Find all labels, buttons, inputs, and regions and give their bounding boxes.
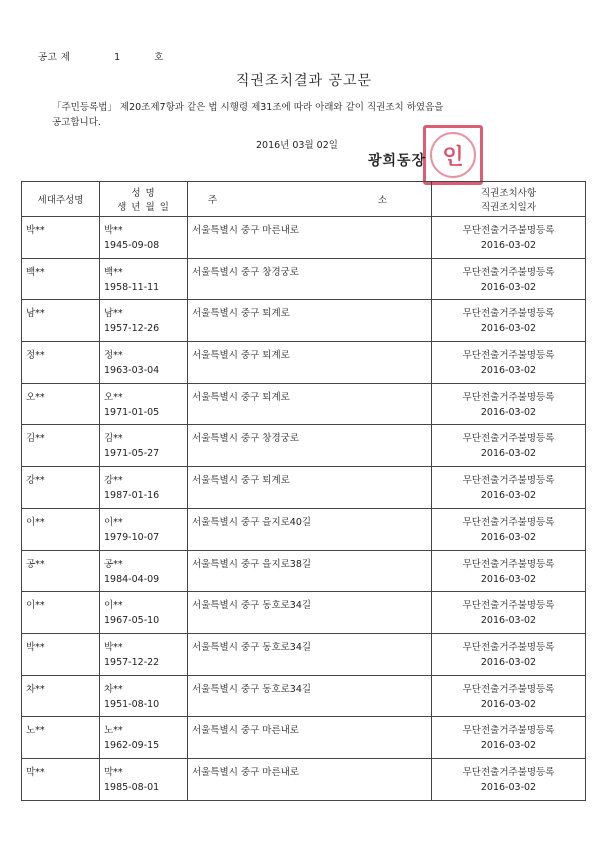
cell-birth: 1963-03-04: [104, 365, 160, 377]
signer-name: 광희동장: [368, 153, 427, 169]
cell-name-birth: [100, 300, 188, 342]
cell-name: 박**: [104, 641, 123, 653]
cell-householder: 이**: [22, 508, 100, 550]
intro-line-1: 「주민등록법」 제20조제7항과 같은 법 시행령 제31조에 따라 아래와 같이 직권조치 하였음을: [52, 102, 444, 113]
cell-action-date: 2016-03-02: [480, 531, 537, 543]
cell-action: [432, 758, 586, 800]
cell-name-birth: [100, 467, 188, 509]
cell-householder: 차**: [22, 675, 100, 717]
official-seal: [423, 125, 483, 185]
cell-householder: 정**: [22, 342, 100, 384]
cell-name-birth: [100, 550, 188, 592]
cell-name-birth: [100, 717, 188, 759]
cell-address: 서울특별시 중구 퇴계로: [188, 300, 432, 342]
document-title: 직권조치결과 공고문: [235, 73, 373, 89]
cell-action-date: 2016-03-02: [480, 323, 537, 335]
cell-name: 막**: [104, 766, 123, 778]
notice-label: 공고 제: [38, 52, 71, 63]
cell-action-type: 무단전출거주불명등록: [462, 558, 555, 570]
cell-householder: 김**: [22, 425, 100, 467]
cell-birth: 1985-08-01: [104, 781, 160, 793]
cell-address: 서울특별시 중구 창경궁로: [188, 425, 432, 467]
table-row: [22, 550, 586, 592]
cell-action: [432, 425, 586, 467]
cell-action-date: 2016-03-02: [480, 281, 537, 293]
cell-action: [432, 258, 586, 300]
cell-name: 김**: [104, 433, 123, 445]
cell-householder: 강**: [22, 467, 100, 509]
table-row: [22, 467, 586, 509]
cell-address: 서울특별시 중구 동호로34길: [188, 633, 432, 675]
seal-text: 인: [442, 144, 464, 170]
cell-name-birth: [100, 217, 188, 259]
cell-name: 백**: [104, 266, 123, 278]
table-row: [22, 300, 586, 342]
cell-birth: 1962-09-15: [104, 740, 160, 752]
cell-name: 공**: [104, 558, 123, 570]
cell-action-type: 무단전출거주불명등록: [462, 225, 555, 236]
cell-name-birth: [100, 508, 188, 550]
cell-address: 서울특별시 중구 창경궁로: [188, 258, 432, 300]
table-row: [22, 633, 586, 675]
table-row: [22, 383, 586, 425]
cell-action: [432, 633, 586, 675]
cell-name-birth: [100, 258, 188, 300]
cell-name-birth: [100, 342, 188, 384]
cell-name-birth: [100, 425, 188, 467]
cell-action: [432, 383, 586, 425]
cell-address: 서울특별시 중구 퇴계로: [188, 342, 432, 384]
cell-householder: 남**: [22, 300, 100, 342]
cell-action: [432, 592, 586, 634]
notice-date: 2016년 03월 02일: [256, 140, 338, 151]
notice-number-line: [38, 49, 164, 63]
cell-name: 이**: [104, 600, 123, 612]
cell-action: [432, 717, 586, 759]
cell-householder: 박**: [22, 633, 100, 675]
header-name-birth: [100, 182, 188, 217]
table-row: [22, 342, 586, 384]
cell-householder: 공**: [22, 550, 100, 592]
cell-action-date: 2016-03-02: [480, 573, 537, 585]
cell-name: 오**: [104, 391, 123, 403]
header-name: 성 명: [131, 188, 156, 199]
cell-birth: 1951-08-10: [104, 698, 160, 710]
cell-action-type: 무단전출거주불명등록: [462, 433, 555, 445]
cell-action-date: 2016-03-02: [480, 781, 537, 793]
cell-address: 서울특별시 중구 동호로34길: [188, 675, 432, 717]
cell-name: 정**: [104, 350, 123, 362]
cell-action-date: 2016-03-02: [480, 406, 537, 418]
cell-address: 서울특별시 중구 을지로38길: [188, 550, 432, 592]
cell-action-date: 2016-03-02: [480, 698, 537, 710]
cell-action-type: 무단전출거주불명등록: [462, 266, 555, 278]
cell-birth: 1971-01-05: [104, 406, 160, 418]
cell-birth: 1945-09-08: [104, 240, 160, 251]
cell-action-date: 2016-03-02: [480, 615, 537, 627]
cell-action: [432, 342, 586, 384]
cell-birth: 1971-05-27: [104, 448, 160, 460]
table-row: [22, 758, 586, 800]
cell-birth: 1967-05-10: [104, 615, 160, 627]
cell-action-type: 무단전출거주불명등록: [462, 641, 555, 653]
cell-action-type: 무단전출거주불명등록: [462, 475, 555, 487]
header-action-date: 직권조치일자: [480, 202, 537, 213]
header-action: [432, 182, 586, 217]
cell-address: 서울특별시 중구 을지로40길: [188, 508, 432, 550]
cell-householder: 이**: [22, 592, 100, 634]
action-table: [21, 181, 586, 801]
cell-action-type: 무단전출거주불명등록: [462, 516, 555, 528]
cell-action: [432, 467, 586, 509]
cell-address: 서울특별시 중구 퇴계로: [188, 383, 432, 425]
header-address-right: 소: [377, 195, 387, 206]
header-householder: 세대주성명: [22, 182, 100, 217]
header-address-left: 주: [208, 195, 218, 206]
table-row: [22, 675, 586, 717]
table-header-row: [22, 182, 586, 217]
cell-action: [432, 217, 586, 259]
seal-inner: [430, 132, 476, 178]
cell-householder: 오**: [22, 383, 100, 425]
header-address: [188, 182, 432, 217]
cell-name-birth: [100, 758, 188, 800]
cell-birth: 1979-10-07: [104, 531, 160, 543]
table-row: [22, 217, 586, 259]
cell-action-date: 2016-03-02: [480, 240, 537, 251]
cell-householder: 노**: [22, 717, 100, 759]
cell-name: 박**: [104, 225, 123, 236]
cell-name: 남**: [104, 308, 123, 320]
notice-suffix: 호: [154, 52, 164, 63]
notice-number: 1: [114, 52, 121, 63]
cell-householder: 박**: [22, 217, 100, 259]
header-birth: 생 년 월 일: [117, 202, 170, 213]
cell-name-birth: [100, 633, 188, 675]
table-row: [22, 425, 586, 467]
table-row: [22, 508, 586, 550]
cell-action-type: 무단전출거주불명등록: [462, 683, 555, 695]
cell-action-type: 무단전출거주불명등록: [462, 725, 555, 737]
cell-householder: 막**: [22, 758, 100, 800]
table-row: [22, 717, 586, 759]
cell-action-date: 2016-03-02: [480, 448, 537, 460]
cell-name: 노**: [104, 725, 123, 737]
cell-action-date: 2016-03-02: [480, 490, 537, 502]
cell-action: [432, 675, 586, 717]
header-action-type: 직권조치사항: [480, 188, 537, 199]
cell-action: [432, 300, 586, 342]
cell-address: 서울특별시 중구 퇴계로: [188, 467, 432, 509]
cell-action: [432, 550, 586, 592]
cell-birth: 1984-04-09: [104, 573, 160, 585]
intro-line-2: 공고합니다.: [52, 117, 101, 128]
cell-householder: 백**: [22, 258, 100, 300]
cell-name: 이**: [104, 516, 123, 528]
cell-action-date: 2016-03-02: [480, 740, 537, 752]
table-row: [22, 592, 586, 634]
cell-birth: 1957-12-26: [104, 323, 160, 335]
cell-action-date: 2016-03-02: [480, 365, 537, 377]
cell-action: [432, 508, 586, 550]
cell-name: 차**: [104, 683, 123, 695]
cell-address: 서울특별시 중구 마른내로: [188, 717, 432, 759]
cell-action-type: 무단전출거주불명등록: [462, 391, 555, 403]
cell-birth: 1957-12-22: [104, 656, 160, 668]
cell-birth: 1958-11-11: [104, 281, 160, 293]
cell-action-type: 무단전출거주불명등록: [462, 308, 555, 320]
cell-name-birth: [100, 592, 188, 634]
cell-birth: 1987-01-16: [104, 490, 160, 502]
cell-action-type: 무단전출거주불명등록: [462, 350, 555, 362]
cell-address: 서울특별시 중구 마른내로: [188, 758, 432, 800]
cell-address: 서울특별시 중구 마른내로: [188, 217, 432, 259]
cell-name: 강**: [104, 475, 123, 487]
cell-name-birth: [100, 675, 188, 717]
cell-action-type: 무단전출거주불명등록: [462, 600, 555, 612]
cell-action-date: 2016-03-02: [480, 656, 537, 668]
cell-address: 서울특별시 중구 동호로34길: [188, 592, 432, 634]
cell-name-birth: [100, 383, 188, 425]
cell-action-type: 무단전출거주불명등록: [462, 766, 555, 778]
table-row: [22, 258, 586, 300]
